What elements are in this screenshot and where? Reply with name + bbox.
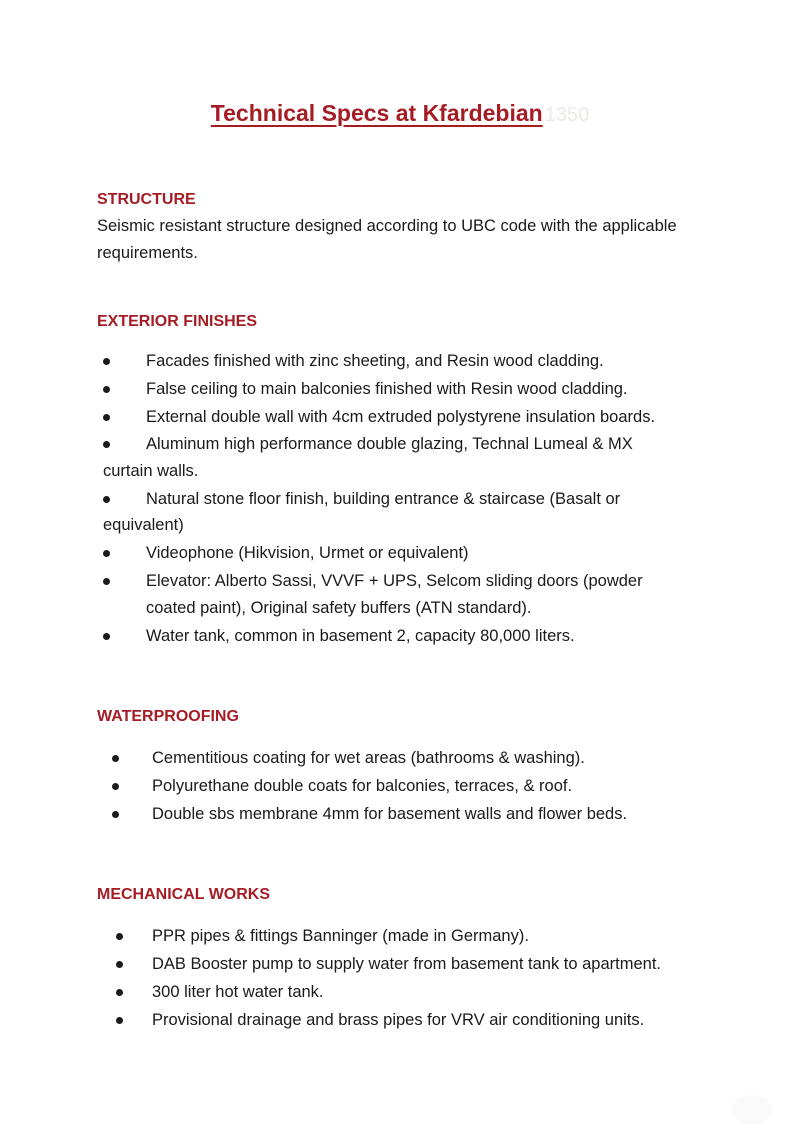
title-faint-text: 1350 — [544, 104, 590, 126]
bullet — [116, 989, 123, 996]
exterior-item-continuation: curtain walls. — [103, 462, 199, 480]
bullet — [112, 783, 119, 790]
mechanical-works-heading: MECHANICAL WORKS — [97, 886, 271, 903]
exterior-item: Elevator: Alberto Sassi, VVVF + UPS, Selcom sliding doors (powder — [146, 572, 643, 590]
structure-heading: STRUCTURE — [97, 191, 196, 208]
bullet — [103, 550, 110, 557]
bullet — [103, 358, 110, 365]
bullet — [103, 633, 110, 640]
exterior-item: Water tank, common in basement 2, capacity 80,000 liters. — [146, 627, 575, 645]
mechanical-item: 300 liter hot water tank. — [152, 983, 324, 1001]
waterproofing-item: Cementitious coating for wet areas (bathrooms & washing). — [152, 749, 585, 767]
bullet — [103, 386, 110, 393]
bullet — [103, 414, 110, 421]
exterior-item: Natural stone floor finish, building entrance & staircase (Basalt or — [146, 490, 621, 508]
mechanical-item: DAB Booster pump to supply water from basement tank to apartment. — [152, 955, 661, 973]
exterior-item-continuation: coated paint), Original safety buffers (ATN standard). — [146, 599, 532, 617]
waterproofing-item: Polyurethane double coats for balconies, terraces, & roof. — [152, 777, 573, 795]
mechanical-item: PPR pipes & fittings Banninger (made in Germany). — [152, 927, 529, 945]
exterior-item: False ceiling to main balconies finished with Resin wood cladding. — [146, 380, 628, 398]
exterior-item: Videophone (Hikvision, Urmet or equivalent) — [146, 544, 469, 562]
title-text: Technical Specs at Kfardebian — [210, 100, 543, 126]
bullet — [116, 1017, 123, 1024]
exterior-finishes-heading: EXTERIOR FINISHES — [97, 313, 258, 330]
bullet — [103, 441, 110, 448]
bullet — [116, 933, 123, 940]
bullet — [116, 961, 123, 968]
exterior-item: External double wall with 4cm extruded polystyrene insulation boards. — [146, 408, 656, 426]
mechanical-item: Provisional drainage and brass pipes for VRV air conditioning units. — [152, 1011, 645, 1029]
page-title — [0, 98, 800, 130]
bullet — [103, 496, 110, 503]
waterproofing-heading: WATERPROOFING — [97, 708, 239, 725]
watermark-mark — [732, 1095, 772, 1125]
waterproofing-item: Double sbs membrane 4mm for basement walls and flower beds. — [152, 805, 628, 823]
structure-text: Seismic resistant structure designed according to UBC code with the applicable requirements. — [97, 217, 677, 262]
exterior-item: Aluminum high performance double glazing, Technal Lumeal & MX — [146, 435, 633, 453]
bullet — [112, 755, 119, 762]
exterior-item-continuation: equivalent) — [103, 516, 184, 534]
exterior-item: Facades finished with zinc sheeting, and Resin wood cladding. — [146, 352, 604, 370]
bullet — [103, 578, 110, 585]
bullet — [112, 811, 119, 818]
